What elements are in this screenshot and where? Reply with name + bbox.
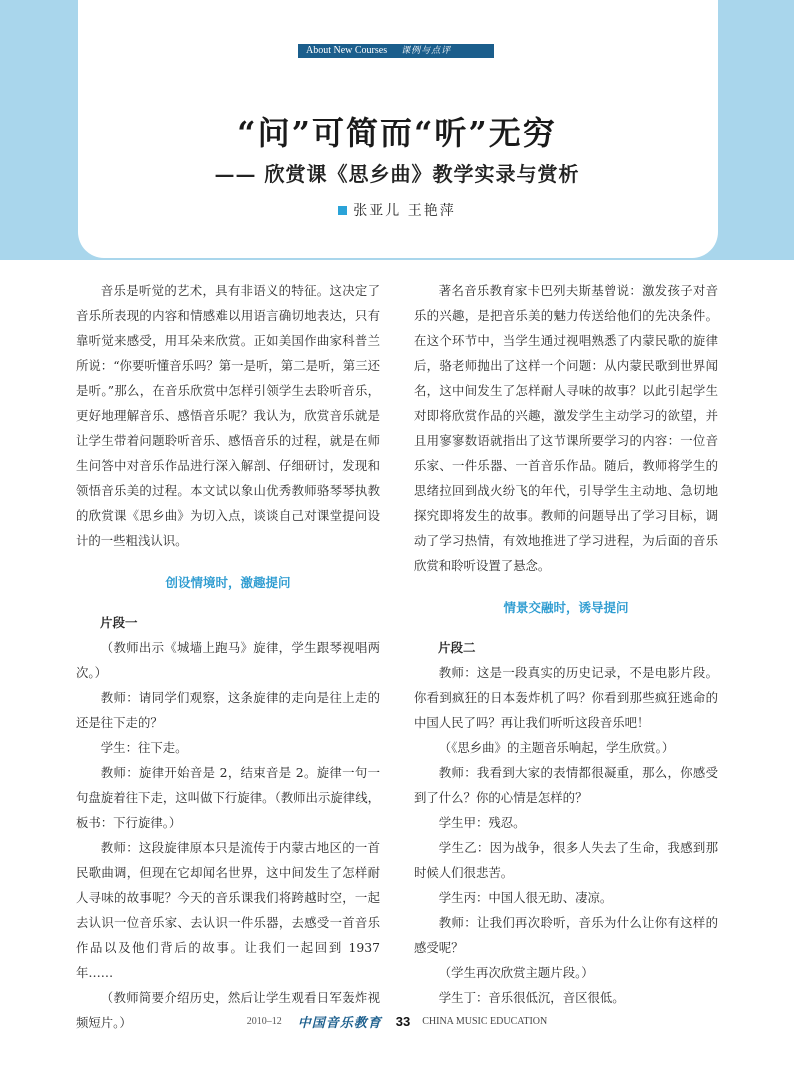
left-column: [76, 278, 380, 1035]
paragraph: 学生乙：因为战争，很多人失去了生命，我感到那时候人们很悲苦。: [414, 840, 718, 880]
issue-date: 2010–12: [246, 1016, 282, 1027]
page-footer: [0, 1012, 794, 1031]
column-tag-en: About New Courses: [306, 45, 388, 56]
article-title: “问”可简而“听”无穷: [237, 114, 557, 152]
paragraph: （学生再次欣赏主题片段。）: [438, 965, 594, 980]
intro-paragraph: 音乐是听觉的艺术，具有非语义的特征。这决定了音乐所表现的内容和情感难以用语言确切地表达，只有靠听觉来感受，用耳朵来欣赏。正如美国作曲家科普兰所说：“你要听懂音乐吗？第一是听，第二是听，第三还是听。”那么，在音乐欣赏中怎样引领学生去聆听音乐，更好地理解音乐、感悟音乐呢？我认为，欣赏音乐就是让学生带着问题聆听音乐、感悟音乐的过程，就是在师生问答中对音乐作品进行深入解剖、仔细研讨，发现和领悟音乐美的过程。本文试以象山优秀教师骆琴琴执教的欣赏课《思乡曲》为切入点，谈谈自己对课堂提问设计的一些粗浅认识。: [76, 283, 380, 548]
author-names: 张亚儿 王艳萍: [353, 203, 456, 219]
column-tag: [298, 44, 494, 58]
paragraph: 教师：这段旋律原本只是流传于内蒙古地区的一首民歌曲调，但现在它却闻名世界，这中间发生了怎样耐人寻味的故事呢？今天的音乐课我们将跨越时空，一起去认识一位音乐家、去认识一件乐器，去感受一首音乐作品以及他们背后的故事。让我们一起回到 1937 年……: [76, 840, 380, 980]
column-tag-cn: 课例与点评: [401, 46, 452, 56]
square-bullet-icon: [338, 206, 347, 215]
paragraph: 教师：旋律开始音是 2，结束音是 2。旋律一句一句盘旋着往下走，这叫做下行旋律。（教师出示旋律线，板书：下行旋律。）: [76, 765, 380, 830]
section-heading: 创设情境时，激趣提问: [165, 575, 291, 590]
paragraph: 教师：我看到大家的表情都很凝重，那么，你感受到了什么？你的心情是怎样的？: [414, 765, 718, 805]
paragraph: （教师出示《城墙上跑马》旋律，学生跟琴视唱两次。）: [76, 640, 380, 680]
authors: [0, 200, 794, 220]
article-subtitle: —— 欣赏课《思乡曲》教学实录与赏析: [214, 162, 580, 186]
paragraph: 学生丁：音乐很低沉，音区很低。: [438, 990, 625, 1005]
commentary-paragraph: 著名音乐教育家卡巴列夫斯基曾说：激发孩子对音乐的兴趣，是把音乐美的魅力传送给他们的先决条件。在这个环节中，当学生通过视唱熟悉了内蒙民歌的旋律后，骆老师抛出了这样一个问题：从内蒙民歌到世界闻名，这中间发生了怎样耐人寻味的故事？以此引起学生对即将欣赏作品的兴趣，激发学生主动学习的欲望，并且用寥寥数语就指出了这节课所要学习的内容：一位音乐家、一件乐器、一首音乐作品。随后，教师将学生的思绪拉回到战火纷飞的年代，引导学生主动地、急切地探究即将发生的故事。教师的问题导出了学习目标，调动了学习热情，有效地推进了学习进程，为后面的音乐欣赏和聆听设置了悬念。: [414, 283, 718, 573]
fragment-heading: 片段一: [100, 615, 138, 630]
paragraph: （《思乡曲》的主题音乐响起，学生欣赏。）: [438, 740, 675, 755]
paragraph: （教师简要介绍历史，然后让学生观看日军轰炸视频短片。）: [76, 990, 380, 1030]
paragraph: 学生丙：中国人很无助、凄凉。: [438, 890, 613, 905]
paragraph: 学生：往下走。: [100, 740, 188, 755]
right-column: [414, 278, 718, 1010]
magazine-logo: 中国音乐教育: [297, 1016, 382, 1031]
paragraph: 教师：请同学们观察，这条旋律的走向是往上走的还是往下走的？: [76, 690, 380, 730]
paragraph: 学生甲：残忍。: [438, 815, 526, 830]
fragment-heading: 片段二: [438, 640, 476, 655]
magazine-name-en: CHINA MUSIC EDUCATION: [422, 1016, 548, 1027]
section-heading: 情景交融时，诱导提问: [503, 600, 629, 615]
paragraph: 教师：让我们再次聆听，音乐为什么让你有这样的感受呢？: [414, 915, 718, 955]
page-number: 33: [395, 1014, 411, 1029]
paragraph: 教师：这是一段真实的历史记录，不是电影片段。你看到疯狂的日本轰炸机了吗？你看到那些疯狂逃命的中国人民了吗？再让我们听听这段音乐吧！: [414, 665, 718, 730]
